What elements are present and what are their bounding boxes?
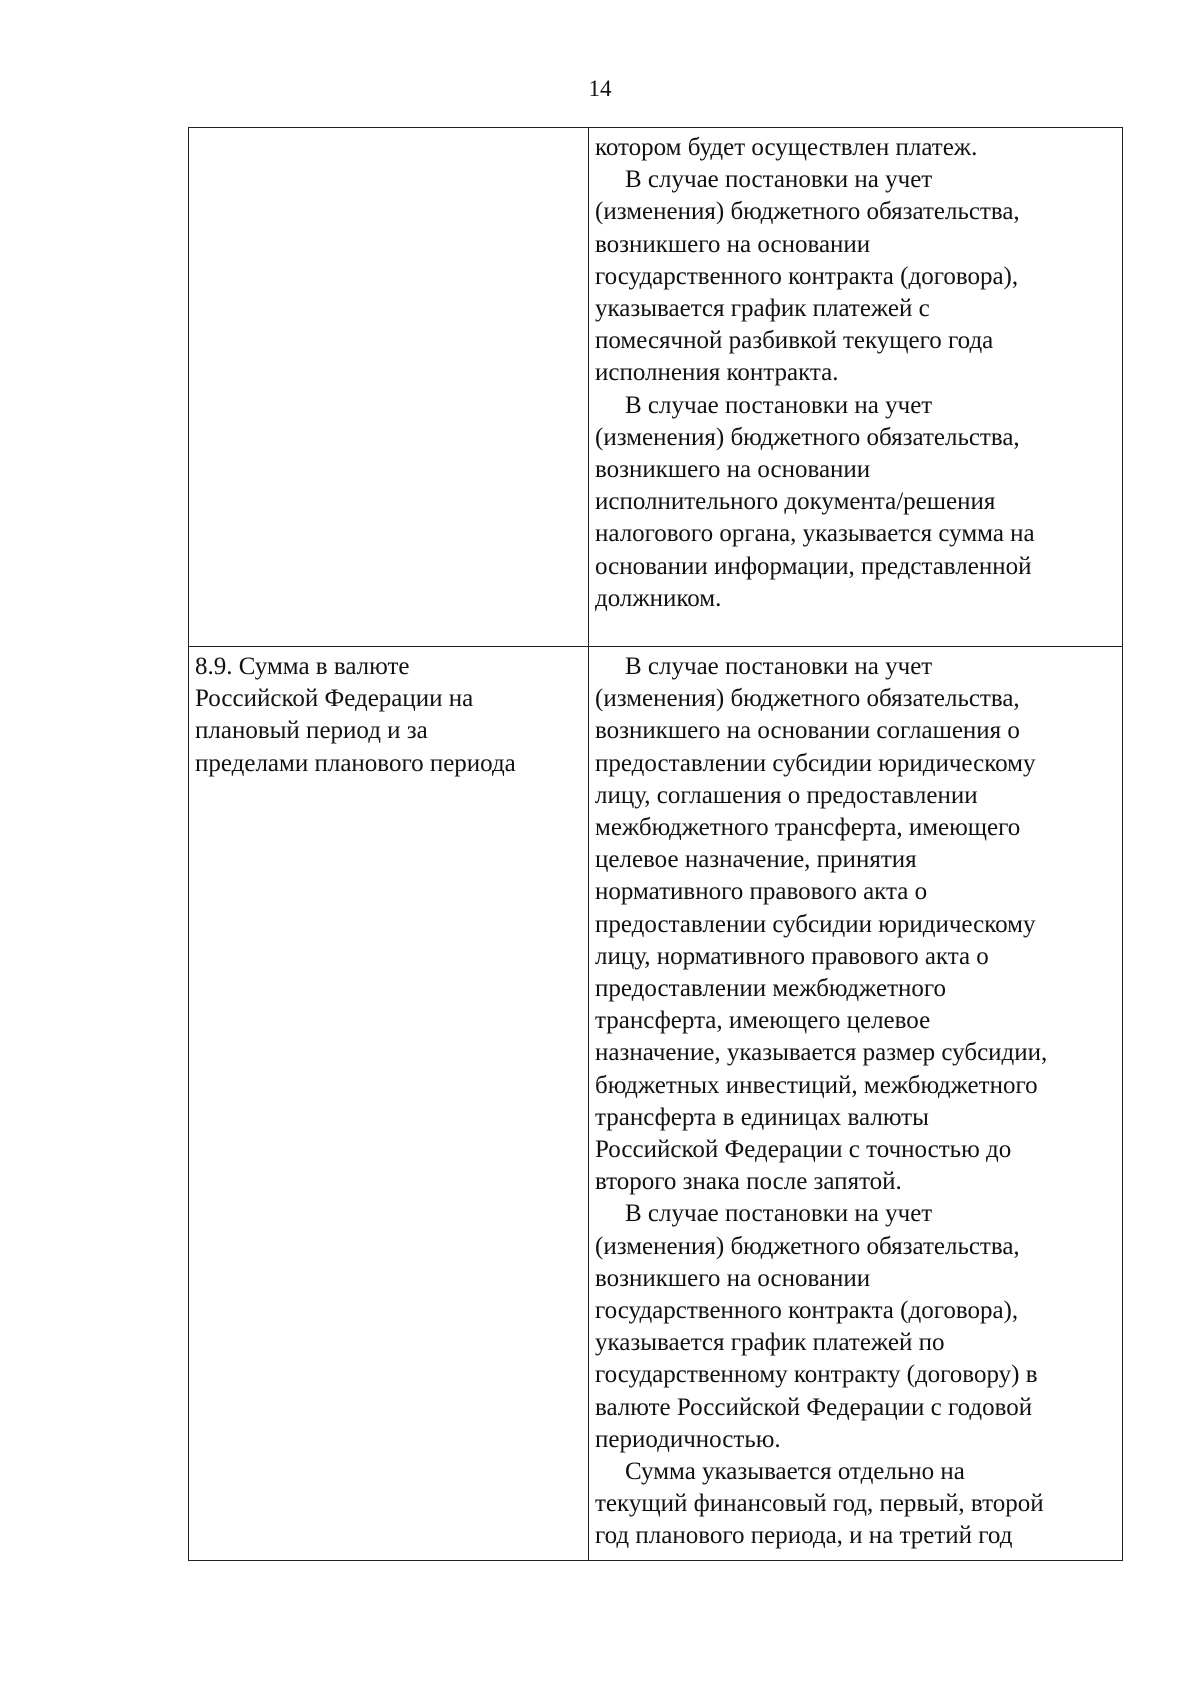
table-cell-description (589, 128, 1123, 647)
paragraph: котором будет осуществлен платеж. (595, 134, 978, 161)
page-number: 14 (588, 76, 612, 101)
table-row (189, 128, 1123, 647)
paragraph: В случае постановки на учет (изменения) бюджетного обязательства, возникшего на основании исполнительного документа/решения налогового органа, указывается сумма на основании информации, представленной должником. (595, 391, 1035, 612)
table-cell-field-name (189, 128, 589, 647)
table-row (189, 647, 1123, 1561)
paragraph: В случае постановки на учет (изменения) бюджетного обязательства, возникшего на основании соглашения о предоставлении субсидии юридическому лицу, соглашения о предоставлении межбюджетного трансферта, имеющего целевое назначение, принятия нормативного правового акта о предоставлении субсидии юридическому лицу, нормативного правового акта о предоставлении межбюджетного трансферта, имеющего целевое назначение, указывается размер субсидии, бюджетных инвестиций, межбюджетного трансферта в единицах валюты Российской Федерации с точностью до второго знака после запятой. (595, 653, 1048, 1196)
paragraph: В случае постановки на учет (изменения) бюджетного обязательства, возникшего на основании государственного контракта (договора), указывается график платежей с помесячной разбивкой текущего года исполнения контракта. (595, 166, 1020, 387)
document-table (188, 127, 1123, 1561)
table-cell-description (589, 647, 1123, 1561)
paragraph: В случае постановки на учет (изменения) бюджетного обязательства, возникшего на основании государственного контракта (договора), указывается график платежей по государственному контракту (договору) в валюте Российской Федерации с годовой периодичностью. (595, 1200, 1038, 1453)
table-cell-field-name: 8.9. Сумма в валюте Российской Федерации на плановый период и за пределами планового периода (189, 647, 589, 1561)
paragraph: Сумма указывается отдельно на текущий финансовый год, первый, второй год планового периода, и на третий год (595, 1458, 1044, 1550)
